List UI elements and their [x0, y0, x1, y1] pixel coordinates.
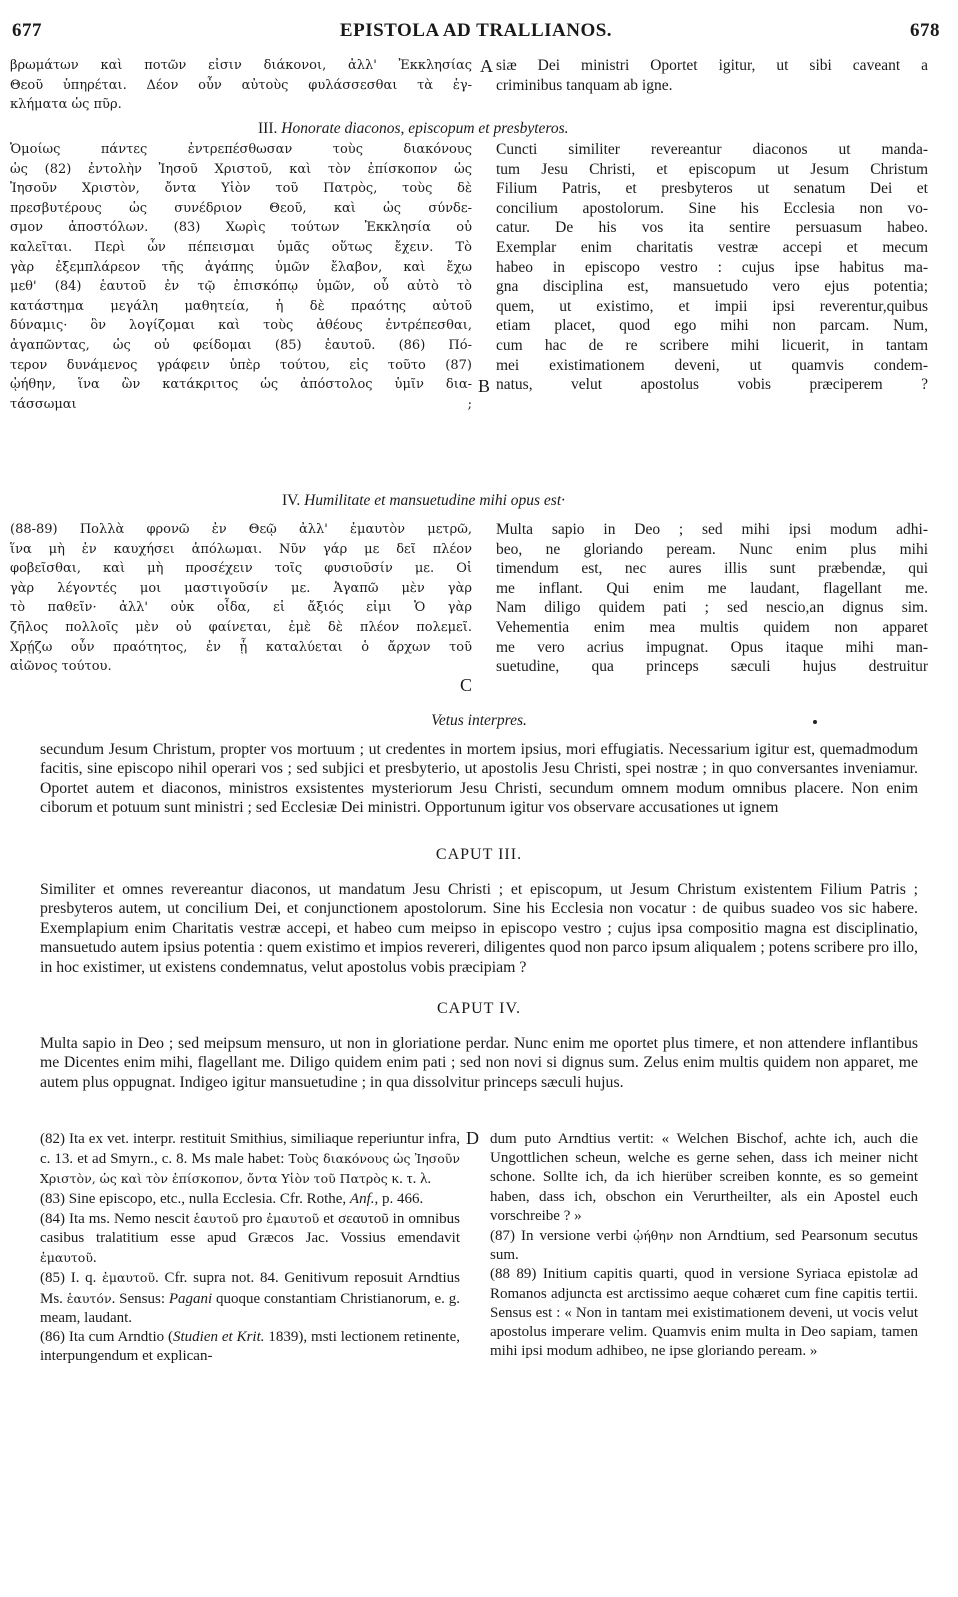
latin-column-intro — [496, 56, 928, 95]
latin-line: catur. De his vos ita sentire persuasum habeo. — [496, 219, 928, 237]
greek-line: κλήματα ὡς πῦρ. — [10, 97, 122, 113]
greek-line: τὸ παθεῖν· ἀλλ' οὐκ οἶδα, εἰ ἄξιός εἰμι Ὁ γὰρ — [10, 600, 472, 616]
latin-line: Nam diligo quidem pati ; sed nescio,an dignus sim. — [496, 599, 928, 617]
latin-line: gna disciplina est, mansuetudo vero ejus potentia; — [496, 278, 928, 296]
greek-line: σμον ἀποστόλων. (83) Χωρὶς τούτων Ἐκκλησία οὐ — [10, 220, 472, 236]
margin-marker-c: C — [460, 675, 473, 695]
latin-line: beo, ne gloriando peream. Nunc enim plus mihi — [496, 540, 928, 558]
running-title: EPISTOLA AD TRALLIANOS. — [339, 20, 613, 41]
footnote-85: (85) I. q. ἐμαυτοῦ. Cfr. supra not. 84. Genitivum reposuit Arndtius Ms. ἑαυτόν. Sensus: Pagani quoque constantiam Christianorum, e. g. meam, laudant. — [40, 1270, 460, 1326]
greek-line: φοβεῖσθαι, καὶ μὴ προσέχειν τοῖς φυσιοῦσίν με. Οἱ — [10, 561, 472, 577]
latin-column-iii — [496, 140, 928, 395]
latin-line: timendum est, nec aures illis sunt præbendæ, qui — [496, 560, 928, 578]
greek-line: Χρῄζω οὖν πραότητος, ἐν ᾗ καταλύεται ὁ ἄρχων τοῦ — [10, 639, 472, 655]
caput-iv-heading: CAPUT IV. — [437, 1000, 521, 1017]
latin-line: tum Jesu Christi, et episcopum ut Jesum Christum — [496, 160, 928, 178]
greek-line: Ὁμοίως πάντες ἐντρεπέσθωσαν τοὺς διακόνους — [10, 142, 472, 157]
greek-line: γὰρ λέγοντές μοι μαστιγοῦσίν με. Ἀγαπῶ μὲν γὰρ — [10, 580, 472, 596]
margin-marker-a: A — [480, 56, 493, 76]
latin-line: concilium apostolorum. Sine his Ecclesia non vo- — [496, 199, 928, 217]
greek-line: Θεοῦ ὑπηρέται. Δέον οὖν αὐτοὺς φυλάσσεσθαι τὰ ἐγ- — [10, 77, 472, 93]
latin-line: habeo in episcopo vestro : cujus ipse habitus ma- — [496, 258, 928, 276]
vetus-continuation: secundum Jesum Christum, propter vos mortuum ; ut credentes in mortem ipsius, mori effugiatis. Necessarium igitur est, quemadmodum facitis, sine episcopo nihil operari vos ; sed subjici et presbyterio, ut apostolis Jesu Christi, spei nostræ ; in quo conversantes inveniamur. Oportet autem et diaconos, ministros exsistentes mysteriorum Jesu Christi, secundum omnem modum omnibus placere. Non enim ciborum et potuum sunt ministri ; sed Ecclesiæ Dei ministri. Opportunum igitur vos observare accusationes ut ignem — [40, 741, 918, 817]
greek-line: αἰῶνος τούτου. — [10, 659, 112, 675]
latin-line: me vero acrius impugnat. Opus itaque mihi man- — [496, 638, 928, 656]
footnotes-left — [40, 1130, 460, 1366]
footnote-83: (83) Sine episcopo, etc., nulla Ecclesia. Cfr. Rothe, Anf., p. 466. — [40, 1190, 424, 1207]
greek-column-intro — [10, 56, 472, 115]
latin-line: me inflant. Qui enim me laudant, flagellant me. — [496, 579, 928, 597]
page-header — [12, 20, 940, 46]
latin-line: etiam placet, quod ego mihi non parcam. Num, — [496, 317, 928, 335]
latin-line: suetudine, qua princeps sæculi hujus destruitur — [496, 658, 928, 676]
latin-line: criminibus tanquam ab igne. — [496, 76, 673, 94]
footnote-86: (86) Ita cum Arndtio (Studien et Krit. 1839), msti lectionem retinente, interpungendum et explican- — [40, 1329, 460, 1365]
greek-line: ᾠήθην, ἵνα ὢν κατάκριτος ὡς ἀπόστολος ὑμῖν δια- — [10, 377, 472, 393]
section-heading-iv: IV. Humilitate et mansuetudine mihi opus est· — [282, 492, 565, 509]
latin-line: quem, ut existimo, et impii ipsi reverentur,quibus — [496, 297, 928, 315]
greek-line: ἵνα μὴ ἐν καυχήσει ἀπόλωμαι. Νῦν γάρ με δεῖ πλέον — [10, 541, 472, 557]
greek-line: γὰρ ἐξεμπλάρεον τῆς ἀγάπης ὑμῶν ἔλαβον, καὶ ἔχω — [10, 259, 472, 275]
greek-line: καλεῖται. Περὶ ὧν πέπεισμαι ὑμᾶς οὕτως ἔχειν. Τὸ — [10, 239, 472, 255]
latin-line: Filium Patris, et presbyteros ut senatum Dei et — [496, 180, 928, 198]
latin-line: cum hac de re scribere mihi licuerit, in tantam — [496, 336, 928, 354]
greek-line: (88-89) Πολλὰ φρονῶ ἐν Θεῷ ἀλλ' ἐμαυτὸν μετρῶ, — [10, 522, 472, 537]
greek-line: Ἰησοῦν Χριστὸν, ὄντα Υἱὸν τοῦ Πατρὸς, τοὺς δὲ — [10, 181, 472, 197]
latin-line: Multa sapio in Deo ; sed mihi ipsi modum adhi- — [496, 521, 928, 538]
caput-iv-text: Multa sapio in Deo ; sed meipsum mensuro, ut non in gloriatione perdar. Nunc enim me oportet plus timere, et non attendere inflantibus me Dicentes enim mihi, flagellant me. Diligo quidem enim pati ; sed non novi si dignus sum. Zelus enim multis quidem non apparet, me autem plus oppugnat. Indigeo igitur mansuetudine ; in qua dissolvitur princeps sæculi hujus. — [40, 1035, 918, 1091]
bullet-dot — [813, 720, 817, 724]
page-number-left: 677 — [12, 20, 42, 41]
latin-line: Exemplar enim charitatis vestræ accepi et mecum — [496, 238, 928, 256]
greek-line: δύναμις· ὃν λογίζομαι καὶ τοὺς ἀθέους ἐντρέπεσθαι, — [10, 318, 472, 334]
greek-line: ὡς (82) ἐντολὴν Ἰησοῦ Χριστοῦ, καὶ τὸν ἐπίσκοπον ὡς — [10, 161, 472, 177]
greek-line: βρωμάτων καὶ ποτῶν εἰσιν διάκονοι, ἀλλ' Ἐκκλησίας — [10, 58, 472, 73]
latin-line: siæ Dei ministri Oportet igitur, ut sibi caveant a — [496, 57, 928, 74]
footnote-87: (87) In versione verbi ᾠήθην non Arndtium, sed Pearsonum secutus sum. — [490, 1228, 918, 1264]
section-heading-iii: III. Honorate diaconos, episcopum et presbyteros. — [258, 120, 569, 137]
latin-line: Vehementia enim mea multis quidem non apparet — [496, 618, 928, 636]
footnotes-right — [490, 1130, 918, 1361]
latin-line: natus, velut apostolus vobis præciperem ? — [496, 376, 928, 394]
greek-line: τερον δυνάμενος γράφειν ὑπὲρ τούτου, εἰς τοῦτο (87) — [10, 357, 472, 373]
greek-line: κατάστημα μεγάλη μαθητεία, ἡ δὲ πραότης αὐτοῦ — [10, 298, 472, 314]
greek-line: ἀγαπῶντας, ὡς οὐ φείδομαι (85) ἑαυτοῦ. (86) Πό- — [10, 337, 472, 353]
footnote-86-continued: dum puto Arndtius vertit: « Welchen Bischof, achte ich, auch die Ungottlichen scheun, welche es gerne sehen, dass ich meiner nicht schone. Sollte ich, da ich hierüber screiben konnte, es so gemeint haben, dass ich, obschon ein Verurtheilter, als ein Apostel euch vorschreibe ? » — [490, 1131, 918, 1224]
footnote-84: (84) Ita ms. Nemo nescit ἑαυτοῦ pro ἐμαυτοῦ et σεαυτοῦ in omnibus casibus tralatitium esse apud Græcos Jac. Vossius emendavit ἐμαυτοῦ. — [40, 1210, 460, 1267]
greek-line: μεθ' (84) ἑαυτοῦ ἐν τῷ ἐπισκόπῳ ὑμῶν, οὗ αὐτὸ τὸ — [10, 279, 472, 295]
vetus-interpres-heading: Vetus interpres. — [431, 712, 527, 729]
footnote-82: (82) Ita ex vet. interpr. restituit Smithius, similiaque reperiuntur infra, c. 13. et ad Smyrn., c. 8. Ms male habet: Τοὺς διακόνους ὡς Ἰησοῦν Χριστὸν, ὡς καὶ τὸν ἐπίσκοπον, ὄντα Υἱὸν τοῦ Πατρὸς κ. τ. λ. — [40, 1131, 460, 1188]
caput-iii-text: Similiter et omnes revereantur diaconos, ut mandatum Jesu Christi ; et episcopum, ut Jesum Christum existentem Filium Patris ; presbyteros autem, ut concilium Dei, et conjunctionem apostolorum. Sine his Ecclesia non vocatur : de quibus suadeo vos sic habere. Exemplapium enim Charitatis vestræ accepi, et habeo cum meipso in episcopo vestro ; cujus ipsa compositio magna est disciplinatio, mansuetudo autem ipsius potentia : quem existimo et impios revereri, diligentes quod non parco ipsum aliqualem ; potens scribere pro illo, in hoc existimer, ut existens condemnatus, velut apostolus vobis præcipiam ? — [40, 881, 918, 976]
margin-marker-b: B — [478, 376, 491, 396]
greek-line: ζῆλος πολλοῖς μὲν οὐ φαίνεται, ἐμὲ δὲ πλέον πολεμεῖ. — [10, 619, 472, 635]
latin-line: mei existimationem deveni, ut quamvis condem- — [496, 356, 928, 374]
greek-column-iv — [10, 520, 472, 677]
margin-marker-d: D — [466, 1128, 479, 1148]
greek-line: πρεσβυτέρους ὡς συνέδριον Θεοῦ, καὶ ὡς σύνδε- — [10, 200, 472, 216]
latin-line: Cuncti similiter revereantur diaconos ut manda- — [496, 141, 928, 158]
caput-iii-heading: CAPUT III. — [435, 846, 523, 863]
greek-line: τάσσωμαι ; — [10, 396, 472, 412]
latin-column-iv — [496, 520, 928, 677]
footnote-88-89: (88 89) Initium capitis quarti, quod in versione Syriaca epistolæ ad Romanos adjuncta est arctissimo aeque cohæret cum fine capitis tertii. Sensus est : « Non in tantam mei existimationem deveni, ut vocis velut apostolus imperare velim. Quamvis enim multa in Deo sapiam, tamen mihi ipsi modum adhibeo, ne ipse gloriando peream. » — [490, 1266, 918, 1360]
page-number-right: 678 — [910, 20, 940, 41]
greek-column-iii — [10, 140, 472, 414]
